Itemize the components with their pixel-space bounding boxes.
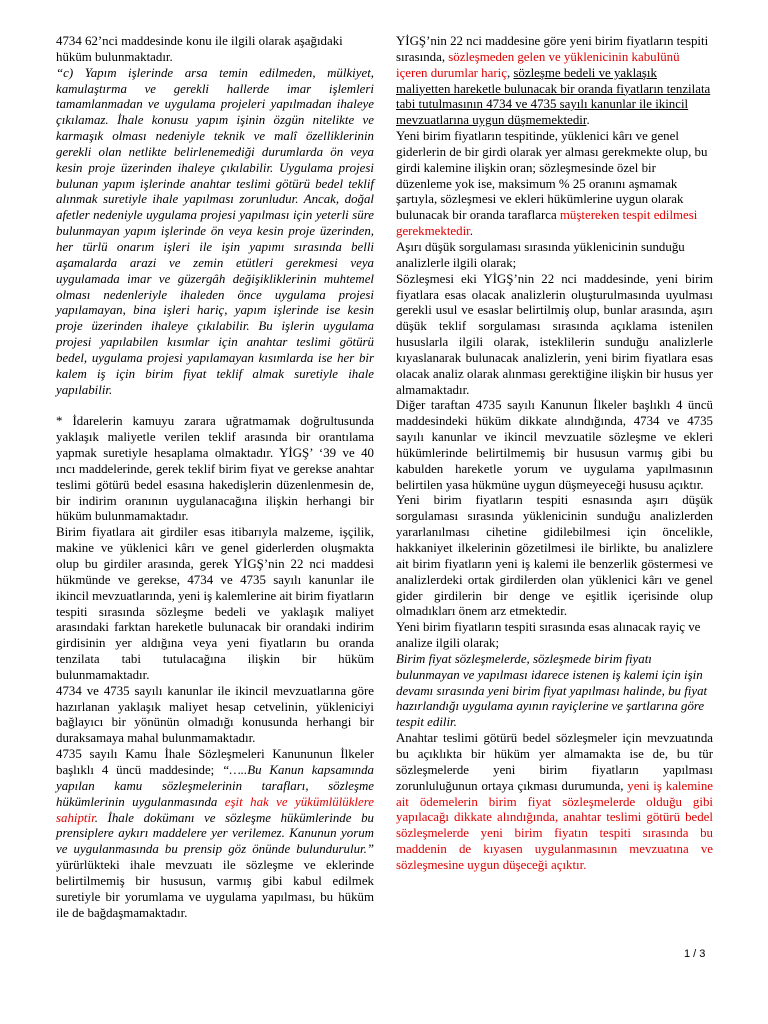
paragraph-low-bid-heading: Aşırı düşük sorgulaması sırasında yüklenicinin sunduğu analizlerle ilgili olarak; xyxy=(396,239,685,270)
yigs-22-period: . xyxy=(586,113,590,128)
paragraph-unit-prices: Birim fiyatlara ait girdiler esas itibarıyla malzeme, işçilik, makine ve yüklenici kârı ve genel giderlerden oluşmakta olup bu girdiler arasında, gerek YİGŞ’nin 22 nci maddesi hükmünde ve gerekse, 4734 ve 4735 sayılı kanunlar ile ikincil mevzuatlarında, yeni iş kalemlerine ait birim fiyatların tespiti sırasında sözleşme bedeli ve yaklaşık maliyet arasındaki farktan hareketle bulunacak bir orandaki indirim girdisinin yer aldığına veya yeni fiyatların bu oranda tenzilata tabi tutulacağına ilişkin bir hüküm bulunmamaktadır. xyxy=(56,525,374,682)
right-column xyxy=(396,34,713,874)
law-4735-intro: 4735 sayılı Kamu İhale Sözleşmeleri Kanununun İlkeler başlıklı 4 üncü maddesinde; xyxy=(56,747,374,777)
turnkey-highlight: yeni iş kalemine ait ödemelerin birim fiyat sözleşmelerde olduğu gibi yapılacağı dikkate alındığında, anahtar teslimi götürü bedel sözleşmelerde yeni birim fiyatın tespiti sırasında bu maddenin de kıyasen uygulanmasının mevzuatına ve sözleşmesine uygun düşeceği açıktır. xyxy=(396,778,713,872)
left-column xyxy=(56,34,374,921)
paragraph-administrations: * İdarelerin kamuyu zarara uğratmamak doğrultusunda yaklaşık maliyetle verilen teklif arasında bir orantılama yapmak suretiyle hesaplama olmaktadır. YİGŞ’ ‘39 ve 40 ıncı maddelerinde, gerek teklif birim fiyat ve gerekse anahtar teslimi götürü bedel esasına hakedişlerin düzenlenmesin de, bir indirim oranının uygulanacağına ilişkin herhangi bir hüküm bulunmamaktadır. xyxy=(56,414,374,524)
page-number: 1 / 3 xyxy=(684,948,706,960)
yigs-22-underlined: sözleşme bedeli ve yaklaşık maliyetten hareketle bulunacak bir oranda fiyatların tenzilata tabi tutulmasının 4734 ve 4735 sayılı kanunlar ile ikincil mevzuatlarına uygun düşmemektedir xyxy=(396,65,711,128)
paragraph-gap xyxy=(56,398,374,414)
paragraph-turnkey xyxy=(396,731,713,874)
paragraph-contract-annex: Sözleşmesi eki YİGŞ’nin 22 nci maddesinde, yeni birim fiyatlara esas olacak analizlerin oluşturulmasında uyulması gerekli usul ve esaslar belirtilmiş olup, bunlar arasında, aşırı düşük teklif sorgulaması sırasında açıklama istenilen hususlarla ilgili olarak, isteklilerin sunduğu analizlerle kıyaslanarak bulunacak analizlerin, yeni birim fiyatlara esas olacak analiz olarak alınması gerektiğine ilişkin bir husus yer almamaktadır. xyxy=(396,271,713,397)
law-4735-quote-end: . İhale dokümanı ve sözleşme hükümlerinde bu prensiplere aykırı maddelere yer verilemez. Kanunun yorum ve uygulanmasında bu prensip göz önünde bulundurulur.” xyxy=(56,810,374,857)
paragraph-other-side: Diğer taraftan 4735 sayılı Kanunun İlkeler başlıklı 4 üncü maddesindeki hüküm dikkate alındığında, 4734 ve 4735 sayılı kanunlar ve ikincil mevzuatile sözleşme ve ekleri hükümlerinde belirtilmemiş bir hususun varmış gibi bu kabulden hareketle yorum ve uygulama yapılmasının belirtilen yasa hükmüne uygun düşmeyeceği hususu açıktır. xyxy=(396,398,713,492)
yigs-22-intro: YİGŞ’nin 22 nci maddesine göre yeni birim fiyatların tespiti sırasında, xyxy=(396,34,709,64)
yigs-22-comma: , xyxy=(506,65,514,80)
intro-paragraph: 4734 62’nci maddesinde konu ile ilgili olarak aşağıdaki hüküm bulunmaktadır. xyxy=(56,34,343,64)
paragraph-yigs-22 xyxy=(396,34,713,129)
paragraph-estimated-cost: 4734 ve 4735 sayılı kanunlar ile ikincil mevzuatlarına göre hazırlanan yaklaşık maliyet hesap cetvelinin, yükleniciyi bağlayıcı bir yönünün olmadığı konusunda herhangi bir duraksamaya mahal bulunmamaktadır. xyxy=(56,683,374,746)
yigs-22-exception: sözleşmeden gelen ve yüklenicinin kabulünü içeren durumlar hariç xyxy=(396,49,680,80)
contractor-profit-text: Yeni birim fiyatların tespitinde, yüklenici kârı ve genel giderlerin de bir girdi olarak yer alması gerekmekte olup, bu girdi kalemine ilişkin oran; sözleşmesinde özel bir düzenleme yok ise, maksimum % 25 oranını aşmamak şartıyla, sözleşmesi ve ekleri hükümlerine uygun olarak bulunacak bir oranda taraflarca xyxy=(396,129,708,223)
paragraph-contractor-profit xyxy=(396,129,713,240)
paragraph-unit-price-contracts: Birim fiyat sözleşmelerde, sözleşmede birim fiyatı bulunmayan ve yapılması idarece istenen iş kalemi için işin devamı sırasında yeni birim fiyat yapılması halinde, bu fiyat hazırlandığı uygulama ayının rayiçlerine ve şartlarına göre tespit edilir. xyxy=(396,651,708,730)
contractor-profit-highlight: müştereken tespit edilmesi gerekmektedir xyxy=(396,208,698,239)
paragraph-law-4735 xyxy=(56,747,374,921)
law-4735-highlight: eşit hak ve yükümlülüklere sahiptir xyxy=(56,794,374,825)
law-4735-conclusion: yürürlükteki ihale mevzuatı ile sözleşme ve eklerinde belirtilmemiş bir hususun, varmış gibi kabul edilmek suretiyle bir yorumlama ve uygulama yapılması, bu hüküm ile de bağdaşmamaktadır. xyxy=(56,858,374,920)
paragraph-rate-heading: Yeni birim fiyatların tespiti sırasında esas alınacak rayiç ve analize ilgili olarak; xyxy=(396,620,701,651)
law-4735-quote-start: “…..Bu Kanun kapsamında yapılan kamu sözleşmelerinin tarafları, sözleşme hükümlerinin uygulanmasında xyxy=(56,762,374,809)
turnkey-text: Anahtar teslimi götürü bedel sözleşmeler için mevzuatında bu açıklıkta bir hüküm yer almamakta ise de, bu tür sözleşmelerde yeni birim fiyatların yapılması zorunluluğunun ortaya çıkması durumunda, xyxy=(396,731,713,793)
paragraph-new-unit-prices: Yeni birim fiyatların tespiti esnasında aşırı düşük sorgulaması sırasında yüklenicinin sunduğu analizlerden yararlanılması cihetine gidilebilmesi için öncelikle, hakkaniyet ilkelerinin gözetilmesi ile birlikte, bu analizlere ait birim fiyatların yeni iş kalemi ile benzerlik göstermesi ve analizlerdeki ortak girdilerden olan yüklenici kârı ve genel gider girdilerin bir denge ve eşitlik içerisinde olup olmadıkları önem arz etmektedir. xyxy=(396,493,713,619)
contractor-profit-period: . xyxy=(469,224,473,239)
quoted-article-62c: “c) Yapım işlerinde arsa temin edilmeden, mülkiyet, kamulaştırma ve gerekli hallerde imar işlemleri tamamlanmadan ve uygulama projeleri yapılmadan ihaleye çıkılamaz. İhale konusu yapım işinin özgün nitelikte ve karmaşık olması nedeniyle teknik ve malî özelliklerinin gerekli olan netlikte belirlenemediği durumlarda ön veya kesin proje üzerinden ihaleye çıkılabilir. Uygulama projesi bulunan yapım işlerinde anahtar teslimi götürü bedel teklif alınmak suretiyle ihale yapılması zorunludur. Ancak, doğal afetler nedeniyle uygulama projesi yapılması için yeterli süre bulunmayan yapım işlerinde ön veya kesin proje üzerinden, her türlü onarım işleri ile işin yapımı sırasında belli aşamalarda arazi ve zemin etütleri gerekmesi veya uygulamada imar ve güzergâh değişikliklerinin muhtemel olması nedenleriyle ihaleden önce uygulama projesi yapılamayan, bina işleri hariç, yapım işlerinde ise kesin proje üzerinden ihaleye çıkılabilir. Bu işlerin uygulama projesi yapılabilen kısımlar için anahtar teslimi götürü bedel, uygulama projesi yapılamayan kısımlarda ise her bir kalem iş için birim fiyat teklif almak suretiyle ihale yapılabilir. xyxy=(56,65,374,397)
